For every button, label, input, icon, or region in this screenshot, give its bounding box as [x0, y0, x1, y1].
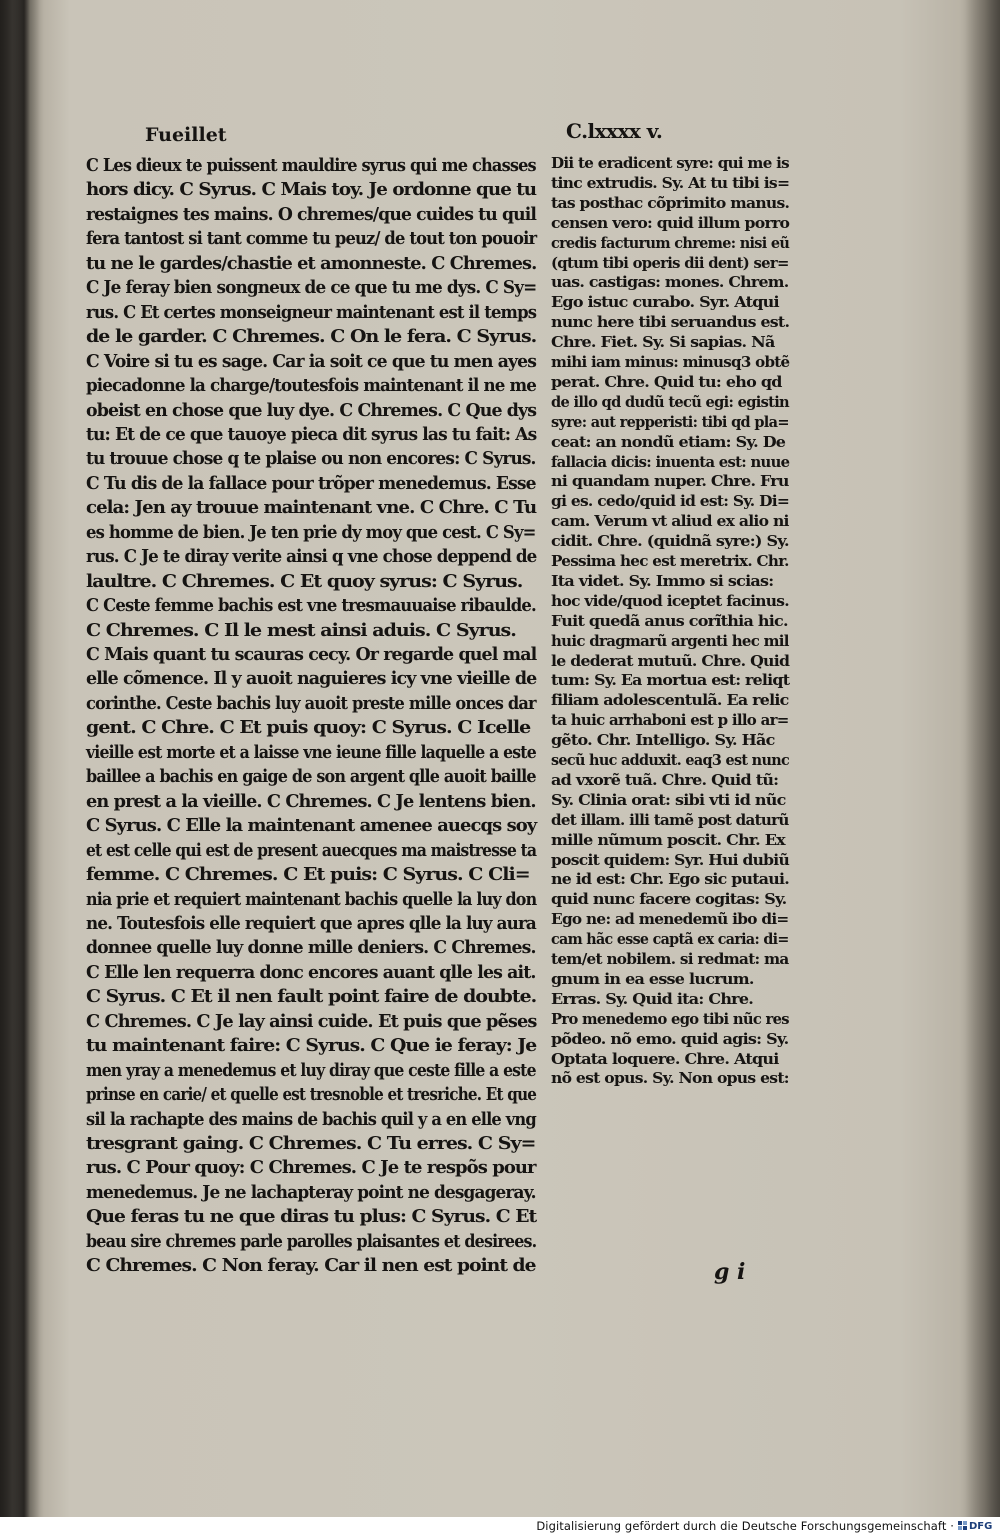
text-line: elle cõmence. Il y auoit naguieres icy vne vieille de — [86, 668, 537, 690]
text-line: nia prie et requiert maintenant bachis quelle la luy don — [86, 888, 537, 910]
running-header: Fueillet — [145, 124, 227, 146]
text-line: C Je feray bien songneux de ce que tu me dys. C Sy= — [86, 277, 537, 299]
text-line: nõ est opus. Sy. Non opus est: — [551, 1070, 789, 1088]
text-line: laultre. C Chremes. C Et quoy syrus: C Syrus. — [86, 570, 523, 592]
text-line: ne id est: Chr. Ego sic putaui. — [551, 871, 790, 889]
text-line: le dederat mutuũ. Chre. Quid — [551, 652, 790, 670]
text-line: quid nunc facere cogitas: Sy. — [551, 891, 787, 909]
text-line: gi es. cedo/quid id est: Sy. Di= — [551, 493, 790, 511]
dfg-logo — [958, 1519, 994, 1534]
text-line: C Tu dis de la fallace pour trõper menedemus. Esse — [86, 472, 536, 494]
text-line: C Voire si tu es sage. Car ia soit ce que tu men ayes — [86, 350, 537, 372]
text-line: gent. C Chre. C Et puis quoy: C Syrus. C Icelle — [86, 717, 531, 739]
text-line: hoc vide/quod iceptet facinus. — [551, 592, 789, 610]
text-line: Ego ne: ad menedemũ ibo di= — [551, 911, 789, 929]
text-line: C Les dieux te puissent mauldire syrus qui me chasses — [86, 155, 536, 176]
text-line: donnee quelle luy donne mille deniers. C Chremes. — [86, 937, 536, 959]
dfg-emblem-icon — [958, 1521, 967, 1532]
text-line: secũ huc adduxit. eaq3 est nunc — [551, 752, 790, 769]
text-line: obeist en chose que luy dye. C Chremes. C Que dys — [86, 399, 537, 421]
text-line: tresgrant gaing. C Chremes. C Tu erres. C Sy= — [86, 1133, 536, 1154]
text-line: C Chremes. C Je lay ainsi cuide. Et puis que pẽses — [86, 1010, 537, 1032]
text-line: (qtum tibi operis dii dent) ser= — [551, 254, 789, 272]
text-line: Ita videt. Sy. Immo si scias: — [551, 572, 774, 590]
text-line: tu ne le gardes/chastie et amonneste. C Chremes. — [86, 252, 537, 274]
text-line: cela: Jen ay trouue maintenant vne. C Chre. C Tu — [86, 497, 537, 519]
text-line: syre: aut repperisti: tibi qd pla= — [551, 413, 789, 431]
text-line: tum: Sy. Ea mortua est: reliqt — [551, 672, 790, 690]
signature-mark: g i — [714, 1259, 746, 1285]
text-line: C Ceste femme bachis est vne tresmauuaise ribaulde. — [86, 595, 536, 617]
text-line: perat. Chre. Quid tu: eho qd — [551, 373, 782, 391]
text-line: tu: Et de ce que tauoye pieca dit syrus las tu fait: As — [86, 423, 537, 445]
text-line: Pessima hec est meretrix. Chr. — [551, 553, 789, 570]
text-line: credis facturum chreme: nisi eũ — [551, 234, 790, 252]
text-line: ad vxorẽ tuã. Chre. Quid tũ: — [551, 771, 779, 789]
text-line: men yray a menedemus et luy diray que ceste fille a este — [86, 1059, 536, 1081]
text-line: en prest a la vieille. C Chremes. C Je lentens bien. — [86, 790, 536, 812]
text-line: mihi iam minus: minusq3 obtẽ — [551, 354, 790, 371]
text-line: ni quandam nuper. Chre. Fru — [551, 473, 789, 491]
text-line: filiam adolescentulã. Ea relic — [551, 692, 789, 710]
text-line: sil la rachapte des mains de bachis quil y a en elle vng — [86, 1108, 536, 1130]
book-spine-shadow — [0, 0, 40, 1517]
text-line: et est celle qui est de present auecques ma maistresse ta — [86, 839, 537, 861]
text-line: nunc here tibi seruandus est. — [551, 314, 790, 332]
text-line: Pro menedemo ego tibi nũc res — [551, 1010, 789, 1028]
text-line: restaignes tes mains. O chremes/que cuides tu quil — [86, 203, 537, 225]
text-line: es homme de bien. Je ten prie dy moy que cest. C Sy= — [86, 521, 536, 543]
text-line: corinthe. Ceste bachis luy auoit preste mille onces dar — [86, 692, 536, 714]
text-line: det illam. illi tamẽ post daturũ — [551, 811, 789, 829]
text-line: tinc extrudis. Sy. At tu tibi is= — [551, 174, 790, 192]
text-line: tas posthac cõprimito manus. — [551, 194, 790, 212]
text-line: põdeo. nõ emo. quid agis: Sy. — [551, 1030, 789, 1048]
text-line: C Chremes. C Il le mest ainsi aduis. C Syrus. — [86, 619, 516, 641]
text-line: gẽto. Chr. Intelligo. Sy. Hãc — [551, 732, 775, 750]
text-line: C Elle len requerra donc encores auant qlle les ait. — [86, 961, 536, 983]
text-line: huic dragmarũ argenti hec mil — [551, 632, 789, 650]
text-line: rus. C Je te diray verite ainsi q vne chose deppend de — [86, 546, 537, 568]
text-line: cam. Verum vt aliud ex alio ni — [551, 513, 789, 531]
text-line: Dii te eradicent syre: qui me is — [551, 155, 789, 172]
text-line: de illo qd dudũ tecũ egi: egistin — [551, 393, 789, 411]
page-edge-shadow — [965, 0, 1000, 1517]
text-line: rus. C Et certes monseigneur maintenant est il temps — [86, 301, 537, 323]
text-line: fera tantost si tant comme tu peuz/ de tout ton pouoir — [86, 228, 537, 250]
text-line: prinse en carie/ et quelle est tresnoble et tresriche. Et que — [86, 1084, 537, 1106]
dfg-logo-text: DFG — [969, 1521, 993, 1532]
text-line: Ego istuc curabo. Syr. Atqui — [551, 294, 779, 312]
text-line: C Chremes. C Non feray. Car il nen est point de — [86, 1255, 536, 1277]
text-line: Fuit quedã anus corĩthia hic. — [551, 612, 788, 630]
digitization-credit: Digitalisierung gefördert durch die Deutsche Forschungsgemeinschaft · — [536, 1519, 954, 1533]
text-line: Optata loquere. Chre. Atqui — [551, 1050, 779, 1068]
text-line: baillee a bachis en gaige de son argent qlle auoit baille — [86, 766, 536, 788]
text-line: tu trouue chose q te plaise ou non encores: C Syrus. — [86, 448, 536, 470]
text-line: cidit. Chre. (quidnã syre:) Sy. — [551, 533, 789, 551]
text-line: censen vero: quid illum porro — [551, 214, 790, 232]
text-line: rus. C Pour quoy: C Chremes. C Je te respõs pour — [86, 1157, 536, 1179]
text-line: Sy. Clinia orat: sibi vti id nũc — [551, 791, 786, 809]
text-line: fallacia dicis: inuenta est: nuue — [551, 453, 790, 471]
text-line: ceat: an nondũ etiam: Sy. De — [551, 433, 786, 451]
text-line: de le garder. C Chremes. C On le fera. C Syrus. — [86, 326, 537, 348]
text-line: beau sire chremes parle parolles plaisantes et desirees. — [86, 1230, 537, 1252]
text-line: uas. castigas: mones. Chrem. — [551, 274, 789, 292]
text-line: menedemus. Je ne lachapteray point ne desgageray. — [86, 1181, 536, 1203]
text-line: femme. C Chremes. C Et puis: C Syrus. C Cli= — [86, 864, 530, 886]
folio-number: C.lxxxx v. — [566, 119, 663, 143]
text-line: Chre. Fiet. Sy. Si sapias. Nã — [551, 334, 775, 352]
text-line: Que feras tu ne que diras tu plus: C Syrus. C Et — [86, 1206, 537, 1228]
text-line: cam hãc esse captã ex caria: di= — [551, 931, 789, 949]
text-line: Erras. Sy. Quid ita: Chre. — [551, 990, 754, 1008]
text-line: vieille est morte et a laisse vne ieune fille laquelle a este — [86, 741, 536, 763]
text-line: C Syrus. C Et il nen fault point faire de doubte. — [86, 986, 537, 1008]
text-line: C Mais quant tu scauras cecy. Or regarde quel mal — [86, 644, 537, 665]
text-line: ta huic arrhaboni est p illo ar= — [551, 712, 789, 730]
text-line: mille nũmum poscit. Chr. Ex — [551, 831, 785, 849]
text-line: gnum in ea esse lucrum. — [551, 970, 754, 988]
text-line: tem/et nobilem. si redmat: ma — [551, 951, 789, 968]
text-line: tu maintenant faire: C Syrus. C Que ie feray: Je — [86, 1035, 537, 1057]
text-line: hors dicy. C Syrus. C Mais toy. Je ordonne que tu — [86, 179, 537, 201]
text-line: poscit quidem: Syr. Hui dubiũ — [551, 851, 789, 869]
text-line: ne. Toutesfois elle requiert que apres qlle la luy aura — [86, 912, 536, 934]
text-line: C Syrus. C Elle la maintenant amenee auecqs soy — [86, 815, 537, 837]
text-line: piecadonne la charge/toutesfois maintenant il ne me — [86, 375, 536, 397]
